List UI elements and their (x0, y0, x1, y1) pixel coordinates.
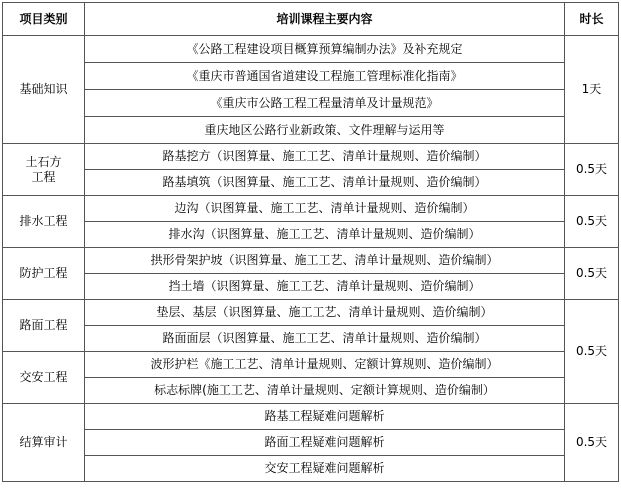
content-cell: 路基工程疑难问题解析 (85, 404, 565, 430)
category-cell-audit: 结算审计 (3, 404, 85, 482)
duration-cell-pavement-traffic: 0.5天 (565, 300, 619, 404)
table-row (3, 36, 619, 63)
category-label-line2: 工程 (31, 169, 56, 184)
header-duration: 时长 (565, 3, 619, 36)
content-cell: 《重庆市普通国省道建设工程施工管理标准化指南》 (85, 63, 565, 90)
content-cell: 路基填筑（识图算量、施工工艺、清单计量规则、造价编制） (85, 170, 565, 196)
table-row (3, 430, 619, 456)
category-cell-traffic-safety: 交安工程 (3, 352, 85, 404)
table-row (3, 456, 619, 482)
content-cell: 边沟（识图算量、施工工艺、清单计量规则、造价编制） (85, 196, 565, 222)
category-cell-pavement: 路面工程 (3, 300, 85, 352)
table-row (3, 326, 619, 352)
table-header-row (3, 3, 619, 36)
table-row (3, 404, 619, 430)
duration-cell-protection: 0.5天 (565, 248, 619, 300)
content-cell: 路面面层（识图算量、施工工艺、清单计量规则、造价编制） (85, 326, 565, 352)
header-content: 培训课程主要内容 (85, 3, 565, 36)
table-row (3, 63, 619, 90)
content-cell: 重庆地区公路行业新政策、文件理解与运用等 (85, 117, 565, 144)
category-label-line1: 土石方 (25, 154, 62, 169)
content-cell: 《重庆市公路工程工程量清单及计量规范》 (85, 90, 565, 117)
duration-cell-earthwork: 0.5天 (565, 144, 619, 196)
duration-cell-drainage: 0.5天 (565, 196, 619, 248)
content-cell: 路基挖方（识图算量、施工工艺、清单计量规则、造价编制） (85, 144, 565, 170)
duration-cell-audit: 0.5天 (565, 404, 619, 482)
table-row (3, 170, 619, 196)
content-cell: 《公路工程建设项目概算预算编制办法》及补充规定 (85, 36, 565, 63)
table-row (3, 274, 619, 300)
training-course-table (2, 2, 619, 482)
table-row (3, 196, 619, 222)
table-row (3, 222, 619, 248)
content-cell: 拱形骨架护坡（识图算量、施工工艺、清单计量规则、造价编制） (85, 248, 565, 274)
category-cell-protection: 防护工程 (3, 248, 85, 300)
content-cell: 垫层、基层（识图算量、施工工艺、清单计量规则、造价编制） (85, 300, 565, 326)
table-row (3, 300, 619, 326)
category-cell-drainage: 排水工程 (3, 196, 85, 248)
table-row (3, 378, 619, 404)
category-cell-basics: 基础知识 (3, 36, 85, 144)
content-cell: 排水沟（识图算量、施工工艺、清单计量规则、造价编制） (85, 222, 565, 248)
table-row (3, 90, 619, 117)
duration-cell-basics: 1天 (565, 36, 619, 144)
table-row (3, 144, 619, 170)
table-row (3, 117, 619, 144)
content-cell: 交安工程疑难问题解析 (85, 456, 565, 482)
table-row (3, 352, 619, 378)
content-cell: 挡土墙（识图算量、施工工艺、清单计量规则、造价编制） (85, 274, 565, 300)
header-category: 项目类别 (3, 3, 85, 36)
category-cell-earthwork (3, 144, 85, 196)
content-cell: 波形护栏《施工工艺、清单计量规则、定额计算规则、造价编制） (85, 352, 565, 378)
table-row (3, 248, 619, 274)
content-cell: 标志标牌(施工工艺、清单计量规则、定额计算规则、造价编制） (85, 378, 565, 404)
content-cell: 路面工程疑难问题解析 (85, 430, 565, 456)
